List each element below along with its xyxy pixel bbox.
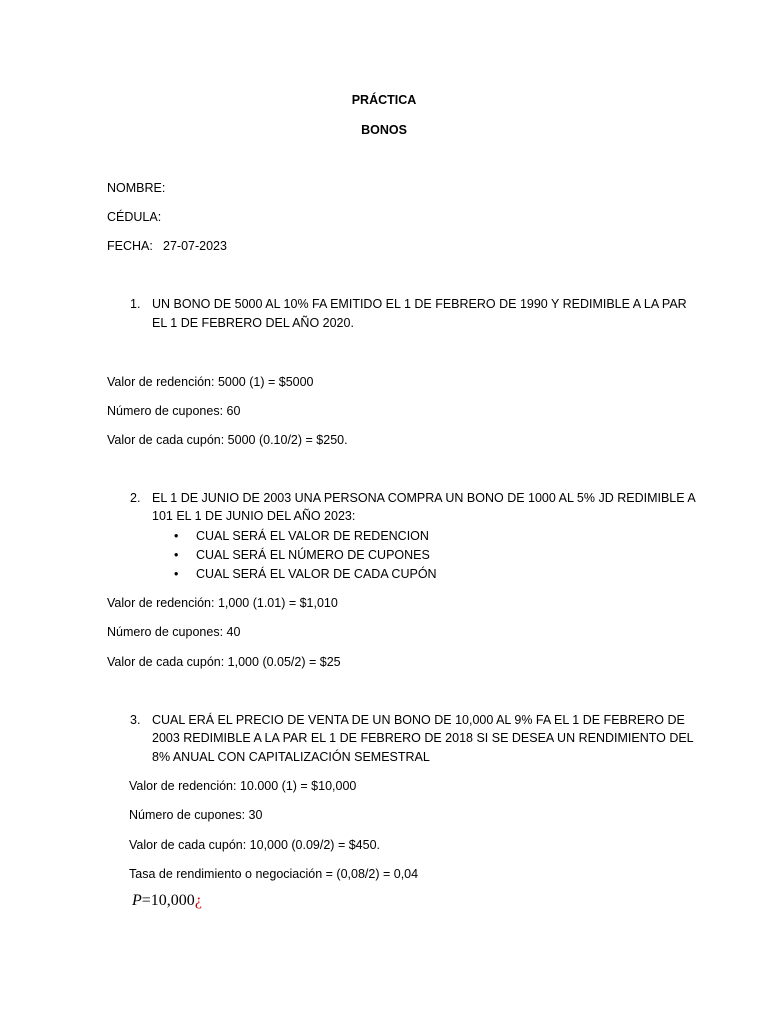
formula-placeholder-glyph: ¿ — [194, 892, 202, 909]
q3-answer-coupons: Número de cupones: 30 — [129, 808, 263, 822]
date-value: 27-07-2023 — [163, 239, 227, 253]
q2-bullet-marker: • — [174, 529, 179, 543]
formula-equals: =10,000 — [141, 892, 195, 909]
q2-answer-coupons: Número de cupones: 40 — [107, 625, 241, 639]
q3-text-line1: CUAL ERÁ EL PRECIO DE VENTA DE UN BONO DE 10,000 AL 9% FA EL 1 DE FEBRERO DE — [152, 713, 685, 727]
q1-text-line1: UN BONO DE 5000 AL 10% FA EMITIDO EL 1 DE FEBRERO DE 1990 Y REDIMIBLE A LA PAR — [152, 297, 687, 311]
q1-answer-coupons: Número de cupones: 60 — [107, 404, 241, 418]
q1-number: 1. — [130, 297, 141, 311]
price-formula — [132, 892, 202, 910]
q3-number: 3. — [130, 713, 141, 727]
q2-text-line2: 101 EL 1 DE JUNIO DEL AÑO 2023: — [152, 509, 356, 523]
q2-bullet-marker: • — [174, 548, 179, 562]
q2-bullet-3: CUAL SERÁ EL VALOR DE CADA CUPÓN — [196, 567, 437, 581]
q2-number: 2. — [130, 491, 141, 505]
q3-answer-coupon-value: Valor de cada cupón: 10,000 (0.09/2) = $450. — [129, 838, 380, 852]
page-subtitle: BONOS — [361, 123, 407, 137]
q3-text-line3: 8% ANUAL CON CAPITALIZACIÓN SEMESTRAL — [152, 750, 430, 764]
q2-bullet-2: CUAL SERÁ EL NÚMERO DE CUPONES — [196, 548, 430, 562]
name-label: NOMBRE: — [107, 181, 166, 195]
page-title: PRÁCTICA — [351, 93, 417, 107]
formula-variable: P — [132, 892, 142, 909]
q1-answer-coupon-value: Valor de cada cupón: 5000 (0.10/2) = $250. — [107, 433, 348, 447]
q2-bullet-marker: • — [174, 567, 179, 581]
q3-answer-redemption: Valor de redención: 10.000 (1) = $10,000 — [129, 779, 357, 793]
id-label: CÉDULA: — [107, 210, 162, 224]
q1-text-line2: EL 1 DE FEBRERO DEL AÑO 2020. — [152, 316, 354, 330]
q2-text-line1: EL 1 DE JUNIO DE 2003 UNA PERSONA COMPRA UN BONO DE 1000 AL 5% JD REDIMIBLE A — [152, 491, 696, 505]
q3-text-line2: 2003 REDIMIBLE A LA PAR EL 1 DE FEBRERO DE 2018 SI SE DESEA UN RENDIMIENTO DEL — [152, 731, 694, 745]
q2-answer-redemption: Valor de redención: 1,000 (1.01) = $1,010 — [107, 596, 338, 610]
q3-answer-yield-rate: Tasa de rendimiento o negociación = (0,08/2) = 0,04 — [129, 867, 419, 881]
q2-answer-coupon-value: Valor de cada cupón: 1,000 (0.05/2) = $25 — [107, 655, 341, 669]
date-label: FECHA: — [107, 239, 153, 253]
q1-answer-redemption: Valor de redención: 5000 (1) = $5000 — [107, 375, 314, 389]
q2-bullet-1: CUAL SERÁ EL VALOR DE REDENCION — [196, 529, 429, 543]
